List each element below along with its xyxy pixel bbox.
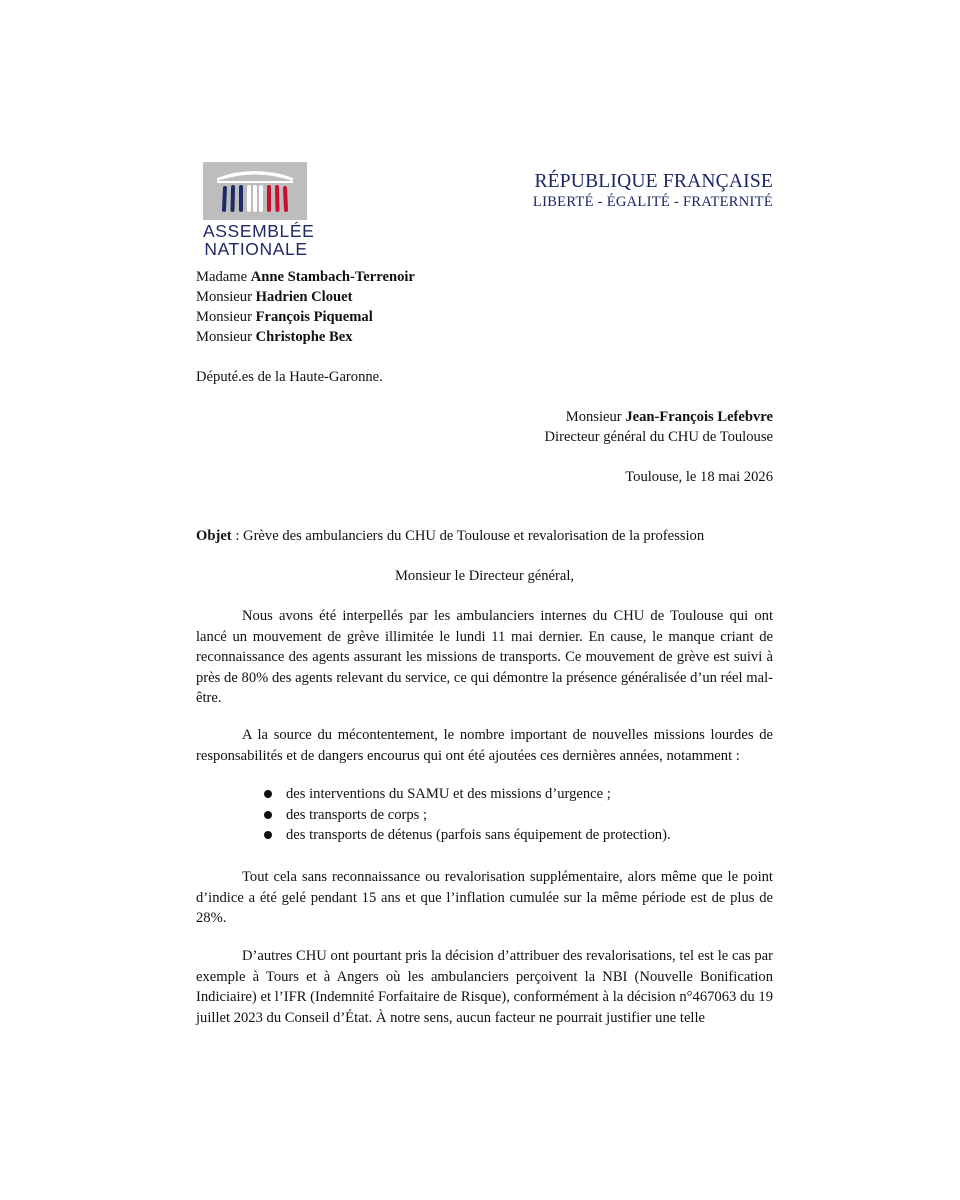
sender-line [196, 267, 415, 287]
recipient-title: Monsieur [565, 409, 622, 425]
bullet-icon [264, 831, 272, 839]
republic-title: RÉPUBLIQUE FRANÇAISE [534, 171, 773, 192]
bullet-icon [264, 790, 272, 798]
subject-text: : Grève des ambulanciers du CHU de Toulouse et revalorisation de la profession [231, 528, 705, 544]
sender-title: Monsieur [196, 309, 252, 325]
paragraph-1 [196, 606, 773, 709]
paragraph-3 [196, 867, 773, 929]
paragraph-4 [196, 946, 773, 1028]
republic-motto: LIBERTÉ - ÉGALITÉ - FRATERNITÉ [532, 194, 773, 210]
place-date: Toulouse, le 18 mai 2026 [625, 469, 773, 485]
sender-title: Monsieur [196, 289, 252, 305]
sender-line [196, 327, 415, 347]
sender-name: Hadrien Clouet [255, 289, 353, 305]
recipient-line [545, 407, 774, 427]
sender-name: François Piquemal [255, 309, 373, 325]
senders-role: Député.es de la Haute-Garonne. [196, 369, 383, 385]
list-item [262, 825, 671, 846]
list-item [262, 805, 671, 826]
subject-label: Objet [196, 528, 232, 544]
logo-text [203, 221, 315, 259]
hemicycle-icon [203, 162, 307, 220]
recipient-block [545, 407, 774, 447]
republic-header [533, 171, 773, 211]
bullet-icon [264, 811, 272, 819]
sender-name: Christophe Bex [255, 329, 353, 345]
salutation: Monsieur le Directeur général, [394, 568, 575, 584]
list-item-text: des transports de détenus (parfois sans équipement de protection). [286, 827, 671, 843]
sender-title: Madame [196, 269, 248, 285]
sender-name: Anne Stambach-Terrenoir [250, 269, 415, 285]
paragraph-2 [196, 725, 773, 766]
logo-line-1: ASSEMBLÉE [203, 221, 315, 241]
assemblee-nationale-logo [203, 162, 315, 259]
list-item-text: des interventions du SAMU et des missions d’urgence ; [286, 786, 611, 802]
paragraph-text: Tout cela sans reconnaissance ou revalorisation supplémentaire, alors même que le point d’indice a été gelé pendant 15 ans et que l’inflation cumulée sur la même période est de plus de 28%. [196, 869, 773, 926]
subject-line [196, 526, 704, 546]
senders-list [196, 267, 415, 347]
sender-title: Monsieur [196, 329, 252, 345]
sender-line [196, 307, 415, 327]
list-item [262, 784, 671, 805]
sender-line [196, 287, 415, 307]
paragraph-text: A la source du mécontentement, le nombre important de nouvelles missions lourdes de responsabilités et de dangers encourus qui ont été ajoutées ces dernières années, notamment : [196, 727, 773, 764]
paragraph-text: D’autres CHU ont pourtant pris la décision d’attribuer des revalorisations, tel est le cas par exemple à Tours et à Angers où les ambulanciers perçoivent la NBI (Nouvelle Bonification Indiciaire) et l’IFR (Indemnité Forfaitaire de Risque), conformément à la décision n°467063 du 19 juillet 2023 du Conseil d’État. À notre sens, aucun facteur ne pourrait justifier une telle [196, 948, 773, 1026]
recipient-name: Jean-François Lefebvre [625, 409, 773, 425]
missions-list [262, 784, 671, 846]
logo-line-2: NATIONALE [204, 239, 308, 259]
paragraph-text: Nous avons été interpellés par les ambulanciers internes du CHU de Toulouse qui ont lancé un mouvement de grève illimitée le lundi 11 mai dernier. En cause, le manque criant de reconnaissance des agents assurant les missions de transports. Ce mouvement de grève est suivi à près de 80% des agents relevant du service, ce qui démontre la présence généralisée d’un réel mal-être. [196, 608, 773, 706]
recipient-role: Directeur général du CHU de Toulouse [544, 429, 773, 445]
list-item-text: des transports de corps ; [286, 806, 428, 823]
